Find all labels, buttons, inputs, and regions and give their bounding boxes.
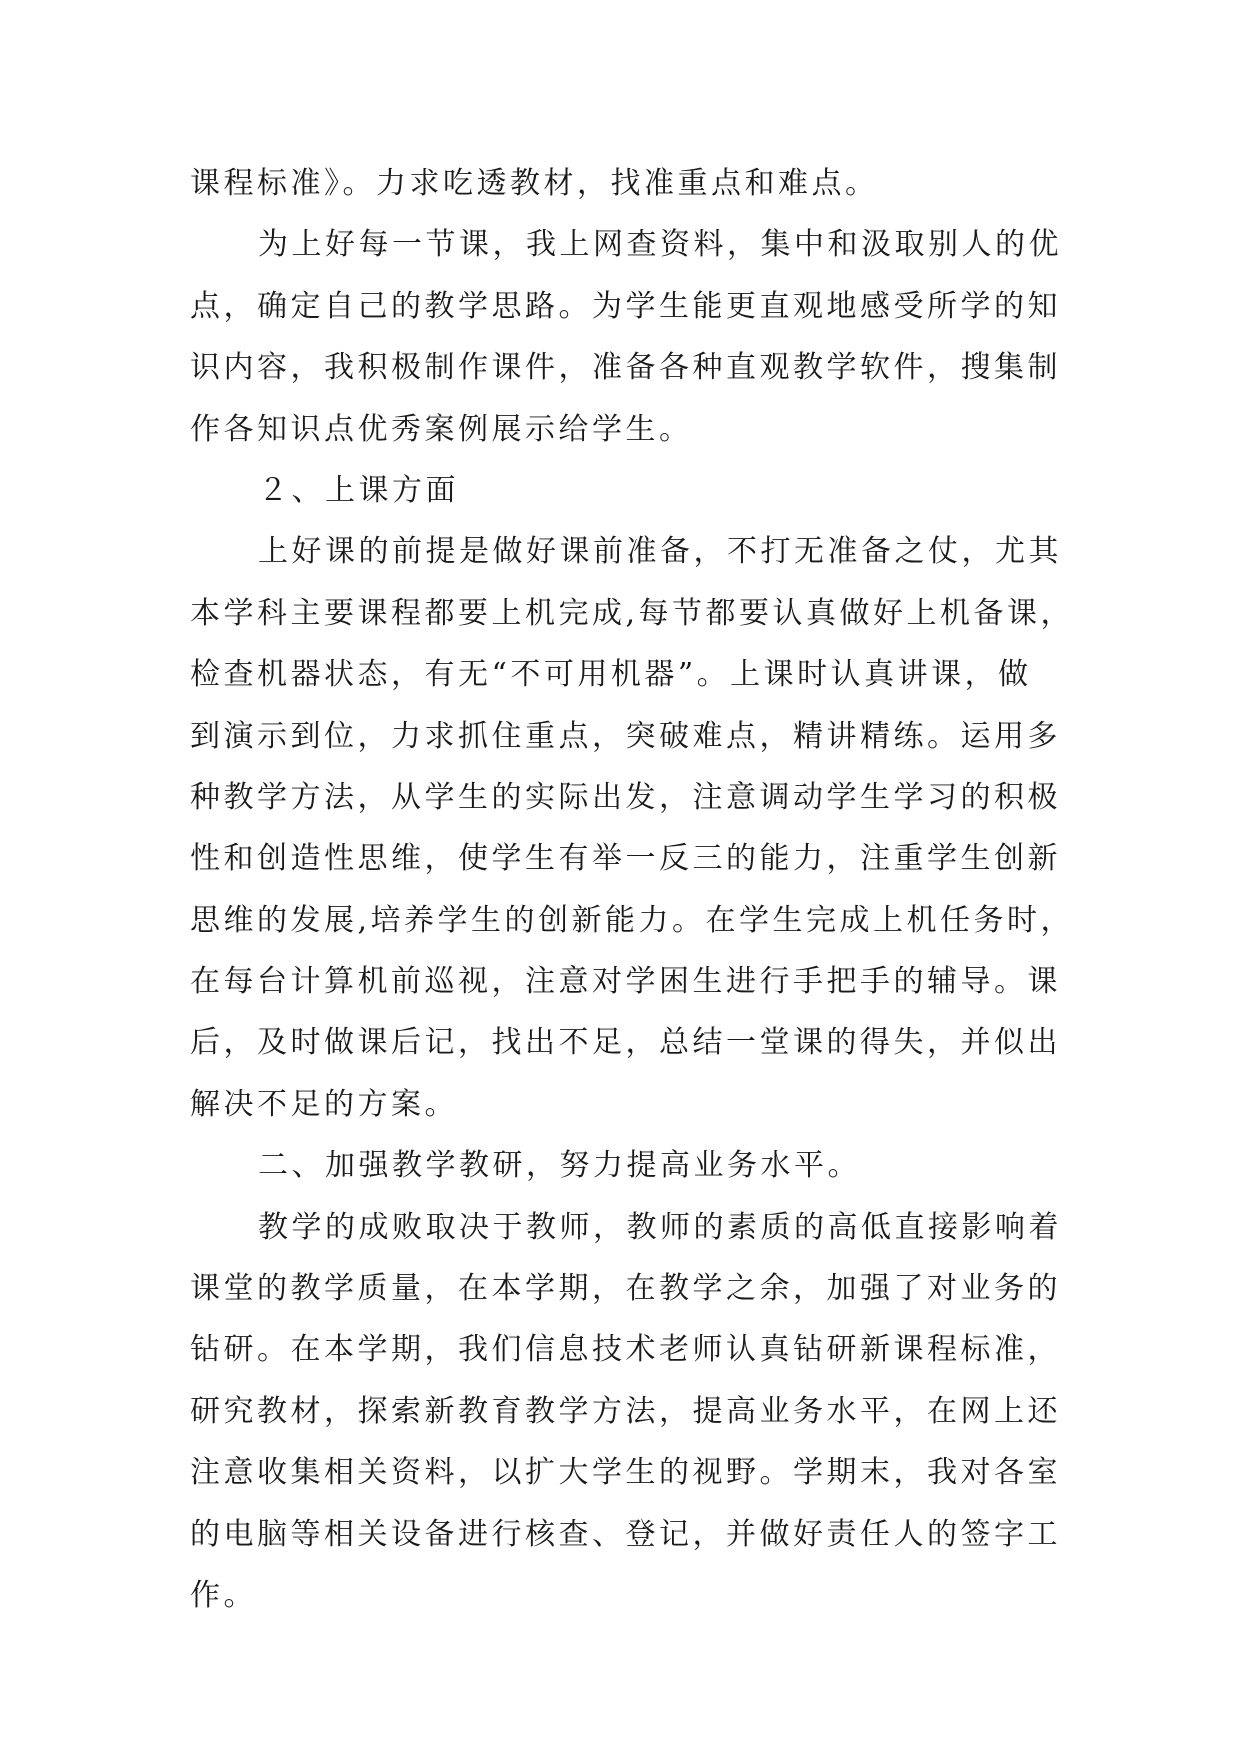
- text-line: 在每台计算机前巡视，注意对学困生进行手把手的辅导。课: [190, 964, 1061, 1000]
- text-line: 后，及时做课后记，找出不足，总结一堂课的得失，并似出: [190, 1025, 1061, 1061]
- text-line: 检查机器状态，有无“不可用机器”。上课时认真讲课，做: [190, 657, 1032, 693]
- text-line: 识内容，我积极制作课件，准备各种直观教学软件，搜集制: [190, 350, 1061, 386]
- paragraph-start-line: 上好课的前提是做好课前准备，不打无准备之仗，尤其: [258, 534, 1062, 570]
- text-line: 的电脑等相关设备进行核查、登记，并做好责任人的签字工: [190, 1516, 1061, 1552]
- paragraph-start-line: 为上好每一节课，我上网查资料，集中和汲取别人的优: [258, 227, 1062, 263]
- section-heading: 二、加强教学教研，努力提高业务水平。: [258, 1148, 861, 1184]
- text-line: 性和创造性思维，使学生有举一反三的能力，注重学生创新: [190, 841, 1061, 877]
- text-line: 解决不足的方案。: [190, 1086, 458, 1122]
- paragraph-start-line: 教学的成败取决于教师，教师的素质的高低直接影响着: [258, 1209, 1062, 1245]
- section-heading: ２、上课方面: [258, 472, 459, 508]
- text-line: 课程标准》。力求吃透教材，找准重点和难点。: [190, 166, 879, 201]
- text-line: 作。: [190, 1577, 257, 1613]
- text-line: 注意收集相关资料，以扩大学生的视野。学期末，我对各室: [190, 1455, 1061, 1491]
- text-line: 种教学方法，从学生的实际出发，注意调动学生学习的积极: [190, 779, 1061, 815]
- text-line: 点，确定自己的教学思路。为学生能更直观地感受所学的知: [190, 288, 1061, 324]
- text-line: 钻研。在本学期，我们信息技术老师认真钻研新课程标准，: [190, 1332, 1061, 1368]
- text-line: 思维的发展,培养学生的创新能力。在学生完成上机任务时，: [190, 902, 1075, 938]
- text-line: 研究教材，探索新教育教学方法，提高业务水平，在网上还: [190, 1393, 1061, 1429]
- text-line: 到演示到位，力求抓住重点，突破难点，精讲精练。运用多: [190, 718, 1061, 754]
- text-line: 作各知识点优秀案例展示给学生。: [190, 411, 693, 447]
- text-line: 本学科主要课程都要上机完成,每节都要认真做好上机备课，: [190, 595, 1075, 631]
- document-body: [190, 153, 1075, 1626]
- text-line: 课堂的教学质量，在本学期，在教学之余，加强了对业务的: [190, 1271, 1061, 1307]
